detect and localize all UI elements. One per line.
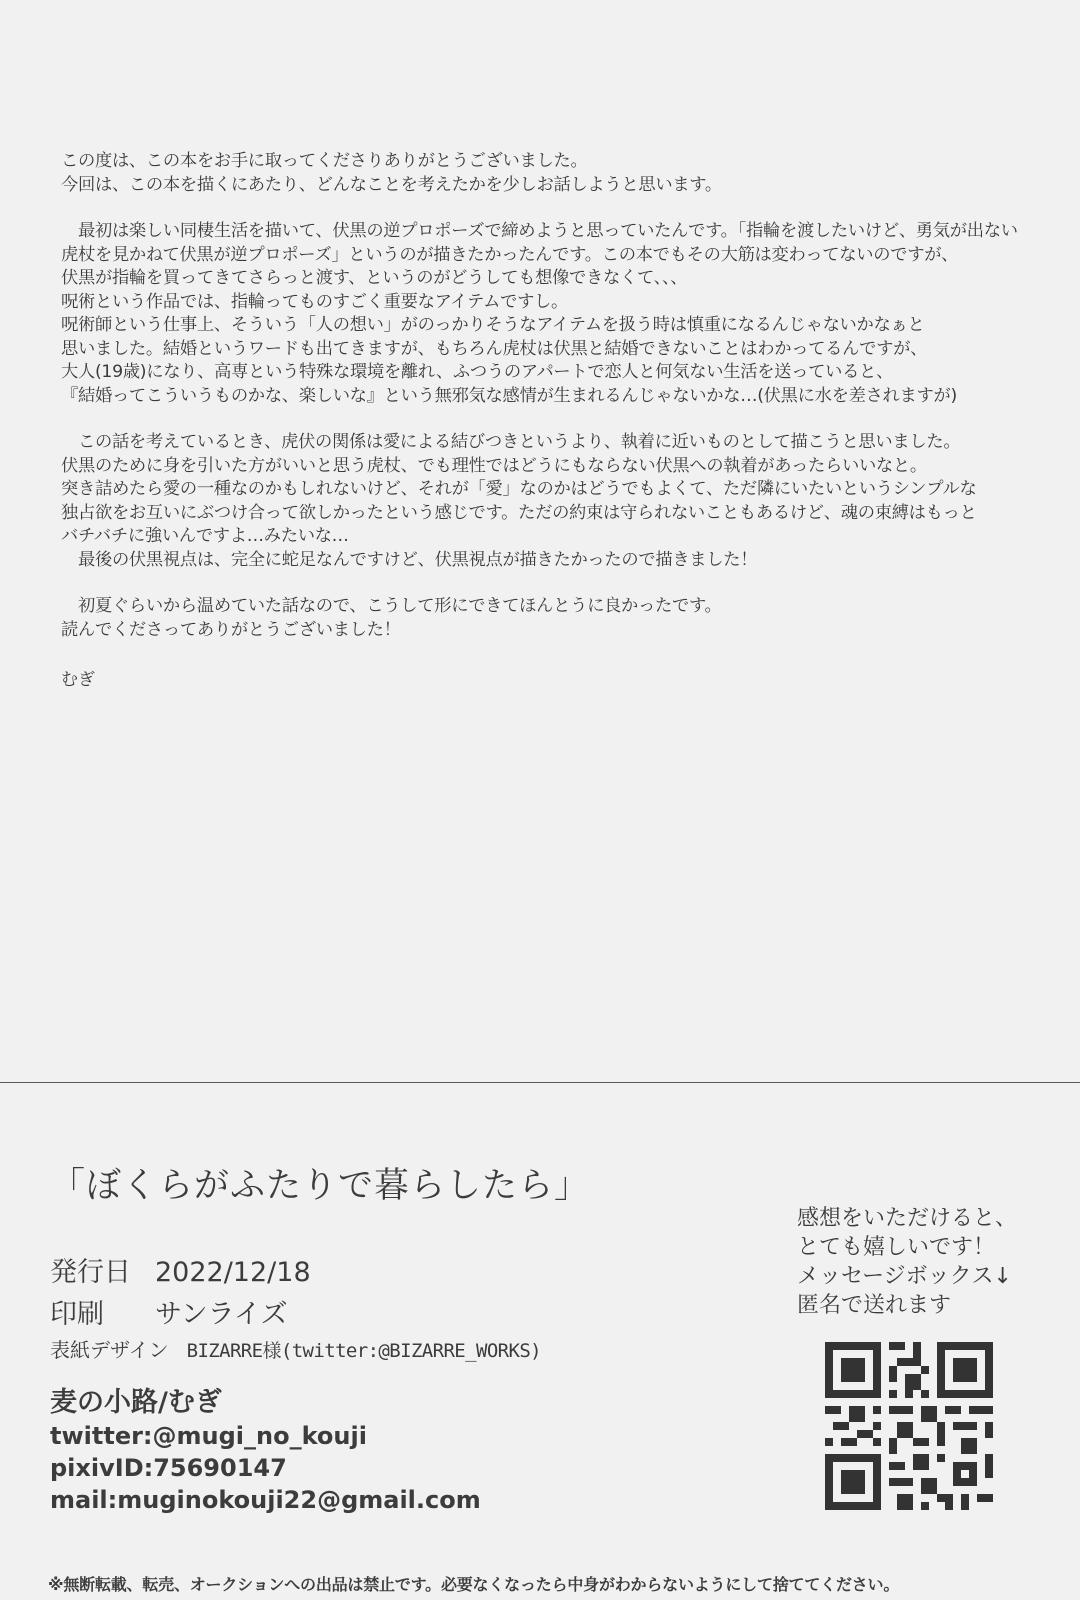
cover-design-label: 表紙デザイン: [50, 1338, 169, 1362]
issue-date-row: [50, 1250, 311, 1289]
cover-design-value: BIZARRE様(twitter:@BIZARRE_WORKS): [186, 1340, 542, 1362]
afterword-line: 今回は、この本を描くにあたり、どんなことを考えたかを少しお話しようと思います。: [61, 174, 722, 195]
afterword-line: 突き詰めたら愛の一種なのかもしれないけど、それが「愛」なのかはどうでもよくて、ただ隣にいたいというシンプルな: [61, 479, 977, 499]
contact-email: mail:muginokouji22@gmail.com: [50, 1486, 481, 1514]
afterword-line: 思いました。結婚というワードも出てきますが、もちろん虎杖は伏黒と結婚できないことはわかってるんですが、: [61, 338, 928, 359]
copyright-notice: ※無断転載、転売、オークションへの出品は禁止です。必要なくなったら中身がわからないようにして捨ててください。: [48, 1575, 900, 1594]
afterword-line: 大人(19歳)になり、高専という特殊な環境を離れ、ふつうのアパートで恋人と何気ない生活を送っていると、: [61, 362, 894, 382]
afterword-line: 最後の伏黒視点は、完全に蛇足なんですけど、伏黒視点が描きたかったので描きました！: [61, 549, 758, 570]
printer-value: サンライズ: [155, 1299, 288, 1330]
message-line: 感想をいただけると、: [797, 1206, 1018, 1231]
issue-date-label: 発行日: [50, 1257, 131, 1288]
afterword-paragraph-1: [61, 150, 1051, 197]
pixiv-id: pixivID:75690147: [50, 1454, 287, 1482]
afterword-line: 呪術という作品では、指輪ってものすごく重要なアイテムですし。: [61, 291, 569, 312]
issue-date-value: 2022/12/18: [155, 1257, 311, 1288]
cover-design-row: [50, 1334, 541, 1363]
afterword-line: 最初は楽しい同棲生活を描いて、伏黒の逆プロポーズで締めようと思っていたんです。「指輪を渡したいけど、勇気が出ない: [61, 221, 1018, 241]
afterword-line: 虎杖を見かねて伏黒が逆プロポーズ」というのが描きたかったんです。この本でもその大筋は変わってないのですが、: [61, 244, 959, 265]
message-line: メッセージボックス↓: [797, 1264, 1012, 1289]
afterword-paragraph-3: [61, 431, 1051, 572]
afterword-line: バチバチに強いんですよ…みたいな…: [61, 526, 349, 546]
message-line: とても嬉しいです！: [797, 1235, 996, 1260]
afterword-line: 『結婚ってこういうものかな、楽しいな』という無邪気な感情が生まれるんじゃないかな…(伏黒に水を差されますが): [61, 385, 957, 406]
section-divider: [0, 1082, 1080, 1083]
afterword-line: この話を考えているとき、虎伏の関係は愛による結びつきというより、執着に近いものとして描こうと思いました。: [61, 432, 961, 452]
printer-row: [50, 1292, 288, 1331]
afterword-line: 呪術師という仕事上、そういう「人の想い」がのっかりそうなアイテムを扱う時は慎重になるんじゃないかなぁと: [61, 315, 925, 335]
afterword-line: 伏黒が指輪を買ってきてさらっと渡す、というのがどうしても想像できなくて、、、: [61, 268, 688, 288]
circle-name: 麦の小路/むぎ: [50, 1387, 222, 1418]
afterword-paragraph-2: [61, 220, 1051, 408]
afterword-line: 読んでくださってありがとうございました！: [61, 619, 401, 640]
printer-label: 印刷: [50, 1299, 104, 1330]
afterword-line: この度は、この本をお手に取ってくださりありがとうございました。: [61, 151, 588, 171]
afterword-text: [61, 150, 1051, 690]
afterword-line: 伏黒のために身を引いた方がいいと思う虎杖、でも理性ではどうにもならない伏黒への執着があったらいいなと。: [61, 455, 927, 476]
qr-code-icon[interactable]: [825, 1342, 993, 1510]
message-line: 匿名で送れます: [797, 1293, 952, 1318]
afterword-line: 独占欲をお互いにぶつけ合って欲しかったという感じです。ただの約束は守られないこともあるけど、魂の束縛はもっと: [61, 502, 977, 523]
twitter-handle: twitter:@mugi_no_kouji: [50, 1422, 367, 1450]
afterword-paragraph-4: [61, 595, 1051, 642]
author-signature: むぎ: [61, 670, 95, 690]
afterword-line: 初夏ぐらいから温めていた話なので、こうして形にできてほんとうに良かったです。: [61, 596, 722, 616]
book-title: 「ぼくらがふたりで暮らしたら」: [50, 1166, 591, 1206]
message-box-note: [797, 1204, 1017, 1320]
